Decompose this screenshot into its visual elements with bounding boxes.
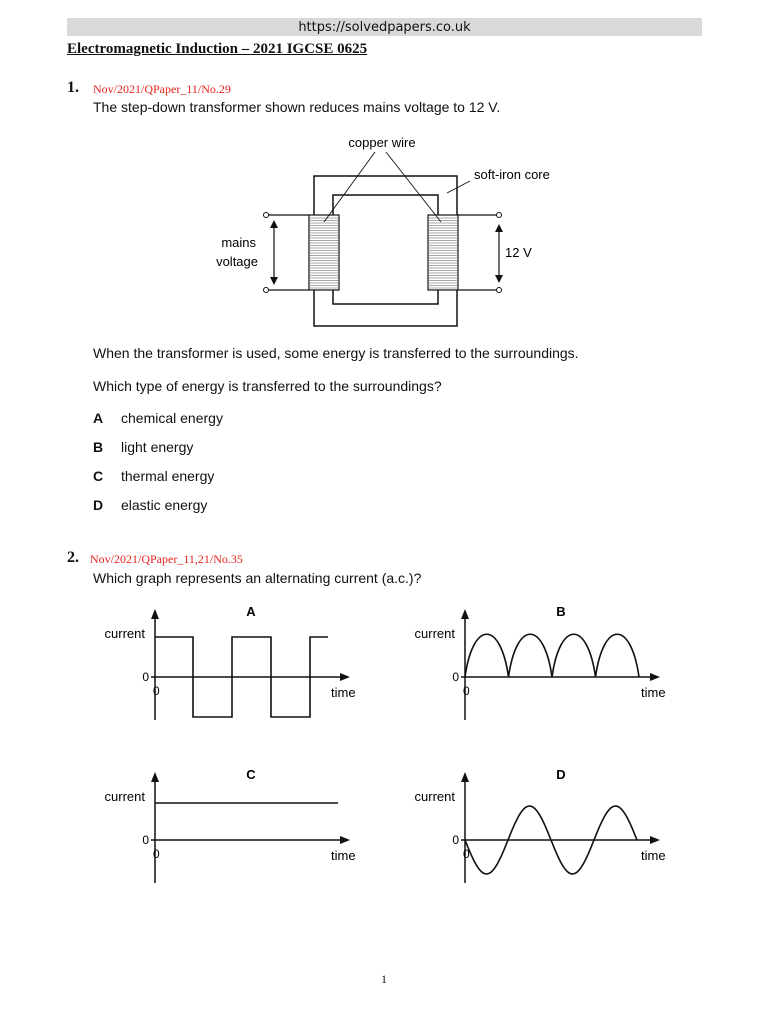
page-number: 1 <box>381 972 387 986</box>
option-d-letter: D <box>93 497 104 513</box>
question-1-prompt: Which type of energy is transferred to the surroundings? <box>93 378 442 394</box>
x-axis-arrow <box>340 836 350 844</box>
voltage-label: voltage <box>216 254 258 269</box>
source-url-bar: https://solvedpapers.co.uk <box>67 18 702 36</box>
graph-letter: A <box>246 604 256 619</box>
y-axis-arrow <box>461 609 469 619</box>
mains-label: mains <box>221 235 256 250</box>
y-axis-label: current <box>104 626 145 641</box>
graph-b <box>415 604 666 720</box>
soft-iron-core-label: soft-iron core <box>474 167 550 182</box>
x-zero-label: 0 <box>463 684 470 698</box>
question-1-context: When the transformer is used, some energy is transferred to the surroundings. <box>93 345 579 361</box>
current-trace <box>465 634 639 677</box>
y-axis-arrow <box>151 772 159 782</box>
x-axis-label: time <box>641 685 666 700</box>
graph-letter: B <box>556 604 566 619</box>
graph-letter: C <box>246 767 256 782</box>
option-d-text: elastic energy <box>121 497 208 513</box>
option-c-letter: C <box>93 468 104 484</box>
y-zero-label: 0 <box>452 670 459 684</box>
y-zero-label: 0 <box>452 833 459 847</box>
x-axis-arrow <box>340 673 350 681</box>
question-1-number: 1. <box>67 79 79 96</box>
y-zero-label: 0 <box>142 833 149 847</box>
option-c-text: thermal energy <box>121 468 215 484</box>
graph-letter: D <box>556 767 566 782</box>
question-1-reference: Nov/2021/QPaper_11/No.29 <box>93 82 231 96</box>
option-b-text: light energy <box>121 439 194 455</box>
option-a-text: chemical energy <box>121 410 223 426</box>
x-axis-label: time <box>641 848 666 863</box>
question-2-number: 2. <box>67 549 79 566</box>
question-2-stem: Which graph represents an alternating current (a.c.)? <box>93 570 422 586</box>
graph-a <box>105 604 356 720</box>
y-axis-label: current <box>414 789 455 804</box>
x-zero-label: 0 <box>153 684 160 698</box>
y-zero-label: 0 <box>142 670 149 684</box>
y-axis-arrow <box>461 772 469 782</box>
x-axis-label: time <box>331 848 356 863</box>
x-zero-label: 0 <box>153 847 160 861</box>
graph-c <box>105 767 356 883</box>
copper-wire-label: copper wire <box>348 135 416 150</box>
y-axis-arrow <box>151 609 159 619</box>
x-zero-label: 0 <box>463 847 470 861</box>
option-b-letter: B <box>93 439 104 455</box>
x-axis-label: time <box>331 685 356 700</box>
y-axis-label: current <box>414 626 455 641</box>
x-axis-arrow <box>650 836 660 844</box>
output-voltage-label: 12 V <box>505 245 532 260</box>
x-axis-arrow <box>650 673 660 681</box>
question-1-stem: The step-down transformer shown reduces mains voltage to 12 V. <box>93 99 501 115</box>
y-axis-label: current <box>104 789 145 804</box>
option-a-letter: A <box>93 410 104 426</box>
question-2-reference: Nov/2021/QPaper_11,21/No.35 <box>90 552 243 566</box>
graph-d <box>415 767 666 883</box>
document-title: Electromagnetic Induction – 2021 IGCSE 0625 <box>67 41 368 57</box>
